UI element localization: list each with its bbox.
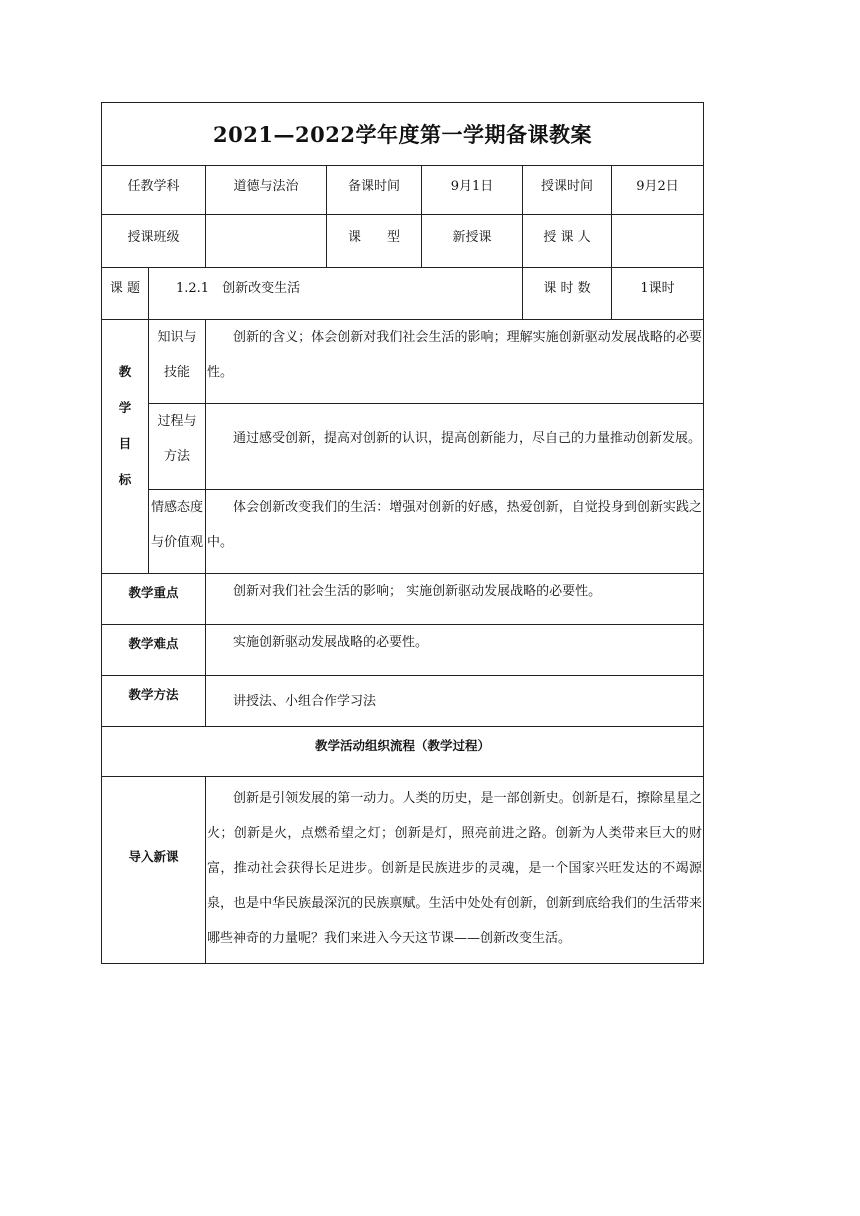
- objective-label-line: 情感态度: [150, 500, 203, 515]
- table-line: [101, 776, 704, 777]
- difficulties-text: 实施创新驱动发展战略的必要性。: [233, 635, 429, 650]
- methods-text: 讲授法、小组合作学习法: [233, 694, 377, 709]
- intro-label: 导入新课: [128, 849, 179, 864]
- table-border-bottom: [101, 963, 704, 964]
- prep-time-value: 9月1日: [450, 178, 494, 194]
- objective-label-line: 技能: [163, 365, 190, 380]
- topic-value: 1.2.1 创新改变生活: [176, 280, 301, 296]
- attitude-values-text: 体会创新改变我们的生活：增强对创新的好感，热爱创新，自觉投身到创新实践之中。: [207, 500, 702, 550]
- teacher-label: 授 课 人: [543, 229, 591, 245]
- subject-label: 任教学科: [127, 178, 180, 194]
- class-label: 授课班级: [127, 229, 180, 245]
- teach-time-value: 9月2日: [636, 178, 679, 194]
- process-header: 教学活动组织流程（教学过程）: [314, 738, 490, 753]
- objectives-label: [115, 354, 135, 498]
- objective-label-line: 知识与: [157, 330, 197, 345]
- objective-label-line: 与价值观: [150, 535, 203, 550]
- key-points-label: 教学重点: [128, 585, 179, 600]
- process-methods-text: 通过感受创新，提高对创新的认识，提高创新能力，尽自己的力量推动创新发展。: [233, 431, 702, 446]
- page-title: 2021—2022学年度第一学期备课教案: [213, 122, 592, 147]
- process-methods-label: [149, 404, 205, 474]
- methods-label: 教学方法: [128, 687, 179, 702]
- table-line: [205, 573, 206, 726]
- objectives-label-char: 目: [118, 436, 132, 451]
- teacher-value: [612, 215, 703, 255]
- objective-label-line: 方法: [163, 449, 190, 464]
- objectives-label-char: 学: [118, 400, 132, 415]
- knowledge-skills-label: [149, 320, 205, 390]
- class-value: [206, 215, 326, 255]
- table-line: [148, 403, 704, 404]
- type-label: 课 型: [347, 229, 400, 245]
- subject-value: 道德与法治: [233, 178, 299, 194]
- prep-time-label: 备课时间: [347, 178, 400, 194]
- difficulties-label: 教学难点: [128, 636, 179, 651]
- objectives-label-char: 标: [118, 472, 132, 487]
- objective-label-line: 过程与: [157, 414, 197, 429]
- table-line: [205, 776, 206, 963]
- teach-time-label: 授课时间: [540, 178, 593, 194]
- intro-text: 创新是引领发展的第一动力。人类的历史，是一部创新史。创新是石，擦除星星之火；创新是火，点燃希望之灯；创新是灯，照亮前进之路。创新为人类带来巨大的财富，推动社会获得长足进步。创新是民族进步的灵魂，是一个国家兴旺发达的不竭源泉，也是中华民族最深沉的民族禀赋。生活中处处有创新，创新到底给我们的生活带来哪些神奇的力量呢？我们来进入今天这节课——创新改变生活。: [207, 791, 702, 946]
- hours-label: 课 时 数: [543, 280, 591, 296]
- table-line: [205, 319, 206, 573]
- topic-label: 课 题: [109, 280, 141, 296]
- type-value: 新授课: [452, 229, 492, 245]
- hours-value: 1课时: [640, 280, 675, 296]
- key-points-text: 创新对我们社会生活的影响； 实施创新驱动发展战略的必要性。: [233, 584, 602, 599]
- table-border-right: [703, 102, 704, 964]
- attitude-values-label: [149, 490, 205, 560]
- knowledge-skills-text: 创新的含义；体会创新对我们社会生活的影响；理解实施创新驱动发展战略的必要性。: [207, 330, 702, 380]
- objectives-label-char: 教: [118, 364, 132, 379]
